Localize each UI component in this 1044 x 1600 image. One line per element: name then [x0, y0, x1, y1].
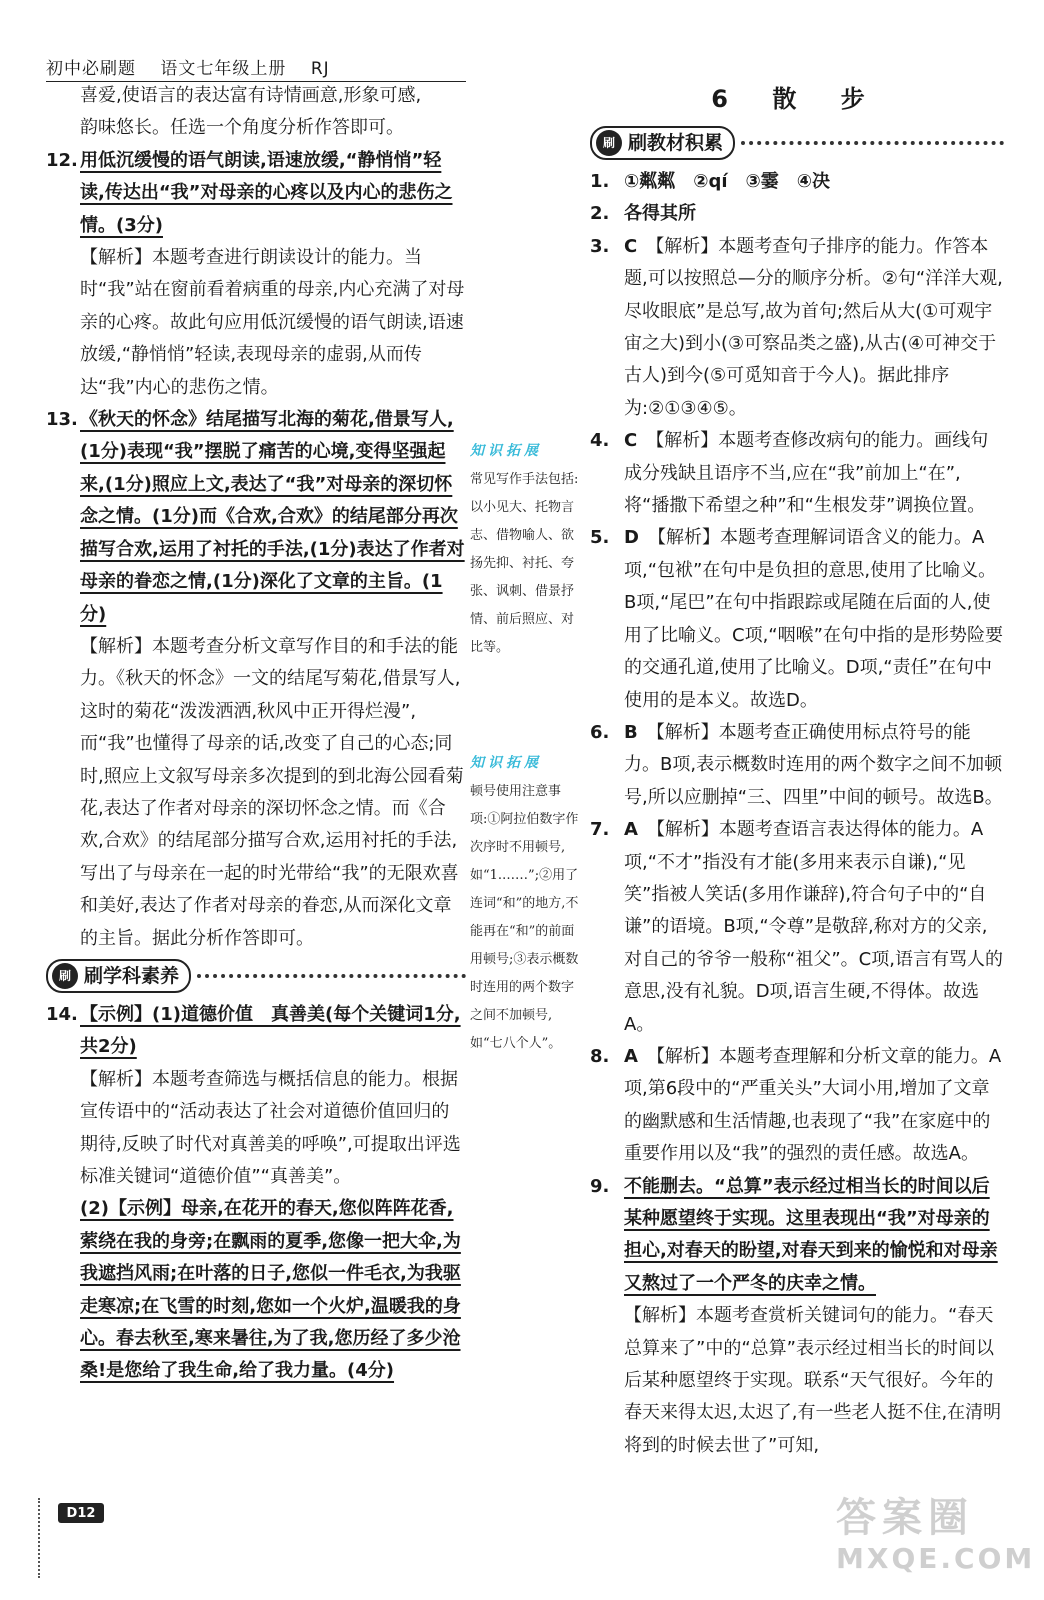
- question-analysis: 【解析】本题考查筛选与概括信息的能力。根据宣传语中的“活动表达了社会对道德价值回归的期待,反映了时代对真善美的呼唤”,可提取出评选标准关键词“道德价值”“真善美”。: [80, 1068, 461, 1187]
- note-body: 顿号使用注意事项:①阿拉伯数字作次序时不用顿号,如“1.……”;②用了连词“和”的地方,不能再在“和”的前面用顿号;③表示概数时连用的两个数字之间不加顿号,如“七八个人”。: [470, 784, 579, 1051]
- dotted-divider: [741, 141, 1004, 145]
- subject-name: 语文七年级上册: [160, 59, 287, 79]
- question-answer: 不能删去。“总算”表示经过相当长的时间以后某种愿望终于实现。这里表现出“我”对母亲的担心,对春天的盼望,对春天到来的愉悦和对母亲又熬过了一个严冬的庆幸之情。: [624, 1175, 998, 1294]
- question-1: [590, 166, 1004, 198]
- question-answer: 【示例】(1)道德价值 真善美(每个关键词1分,共2分): [80, 1003, 461, 1058]
- question-number: 8.: [590, 1045, 610, 1067]
- question-analysis: 【解析】本题考查理解词语含义的能力。A项,“包袱”在句中是负担的意思,使用了比喻义。B项,“尾巴”在句中指跟踪或尾随在后面的人,使用了比喻义。C项,“咽喉”在句中指的是形势险要的交通孔道,使用了比喻义。D项,“责任”在句中使用的是本义。故选D。: [624, 527, 1003, 711]
- question-4: [590, 425, 1004, 522]
- watermark-url: MXQE.COM: [836, 1542, 1036, 1575]
- answer-choice: C: [624, 235, 638, 257]
- page-number: D12: [58, 1503, 104, 1523]
- question-analysis: 【解析】本题考查语言表达得体的能力。A项,“不才”指没有才能(多用来表示自谦),“见笑”指被人笑话(多用作谦辞),符合句子中的“自谦”的语境。B项,“令尊”是敬辞,称对方的父亲,对自己的爷爷一般称“祖父”。C项,语言有骂人的意思,没有礼貌。D项,语言生硬,不得体。故选A。: [624, 819, 1003, 1035]
- section-badge: [590, 126, 735, 160]
- question-6: [590, 717, 1004, 814]
- watermark-text: 答案圈: [836, 1495, 974, 1541]
- question-analysis: 【解析】本题考查句子排序的能力。作答本题,可以按照总—分的顺序分析。②句“洋洋大观,尽收眼底”是总写,故为首句;然后从大(①可观宇宙之大)到小(③可察品类之盛),从古(④可神交于古人)到今(⑤可觅知音于今人)。据此排序为:②①③④⑤。: [624, 235, 1003, 419]
- question-analysis: 【解析】本题考查进行朗读设计的能力。当时“我”站在窗前看着病重的母亲,内心充满了对母亲的心疼。故此句应用低沉缓慢的语气朗读,语速放缓,“静悄悄”轻读,表现母亲的虚弱,从而传达“我”内心的悲伤之情。: [80, 247, 465, 398]
- question-number: 9.: [590, 1175, 610, 1197]
- intro-line: 韵味悠长。任选一个角度分析作答即可。: [80, 117, 404, 139]
- question-number: 13.: [46, 409, 78, 431]
- page-header: [46, 54, 466, 82]
- series-name: 初中必刷题: [46, 59, 136, 79]
- knowledge-note-1: [470, 440, 582, 662]
- question-answer: 各得其所: [624, 203, 696, 225]
- question-5: [590, 522, 1004, 716]
- left-column: [46, 80, 466, 1388]
- note-title: 知识拓展: [470, 755, 542, 771]
- intro-line: 喜爱,使语言的表达富有诗情画意,形象可感,: [80, 85, 422, 106]
- question-answer: ①粼粼 ②qí ③霎 ④决: [624, 171, 831, 192]
- answer-choice: C: [624, 430, 638, 452]
- question-number: 7.: [590, 819, 610, 841]
- question-number: 4.: [590, 430, 610, 452]
- question-answer: 用低沉缓慢的语气朗读,语速放缓,“静悄悄”轻读,传达出“我”对母亲的心疼以及内心的悲伤之情。(3分): [80, 149, 453, 236]
- question-9: [590, 1171, 1004, 1463]
- question-number: 6.: [590, 721, 610, 743]
- brush-icon: 刷: [596, 130, 622, 156]
- lesson-title: 6 散 步: [711, 85, 883, 113]
- question-number: 14.: [46, 1003, 78, 1025]
- question-12: [46, 145, 466, 404]
- question-answer: 《秋天的怀念》结尾描写北海的菊花,借景写人,(1分)表现“我”摆脱了痛苦的心境,变得坚强起来,(1分)照应上文,表达了“我”对母亲的深切怀念之情。(1分)而《合欢,合欢》的结尾部分再次描写合欢,运用了衬托的手法,(1分)表达了作者对母亲的眷恋之情,(1分)深化了文章的主旨。(1分): [80, 409, 465, 625]
- question-14: [46, 999, 466, 1388]
- question-number: 5.: [590, 527, 610, 549]
- side-notes: [470, 440, 582, 1058]
- dotted-divider: [197, 974, 466, 978]
- edition-label: RJ: [310, 59, 330, 79]
- section-label: 刷学科素养: [84, 964, 180, 987]
- watermark-logo: [836, 1494, 1036, 1590]
- section-badge: [46, 959, 191, 993]
- question-3: [590, 231, 1004, 425]
- note-title: 知识拓展: [470, 443, 542, 459]
- question-13: [46, 404, 466, 955]
- question-analysis: 【解析】本题考查理解和分析文章的能力。A项,第6段中的“严重关头”大词小用,增加了文章的幽默感和生活情趣,也表现了“我”在家庭中的重要作用以及“我”的强烈的责任感。故选A。: [624, 1045, 1002, 1165]
- answer-choice: A: [624, 819, 638, 841]
- question-number: 3.: [590, 235, 610, 257]
- section-heading-literacy: [46, 959, 466, 993]
- question-8: [590, 1041, 1004, 1171]
- question-answer: (2)【示例】母亲,在花开的春天,您似阵阵花香,萦绕在我的身旁;在飘雨的夏季,您像一把大伞,为我遮挡风雨;在叶落的日子,您似一件毛衣,为我驱走寒凉;在飞雪的时刻,您如一个火炉,温暖我的身心。春去秋至,寒来暑往,为了我,您历经了多少沧桑!是您给了我生命,给了我力量。(4分): [80, 1198, 461, 1382]
- question-analysis: 【解析】本题考查正确使用标点符号的能力。B项,表示概数时连用的两个数字之间不加顿号,所以应删掉“三、四里”中间的顿号。故选B。: [624, 721, 1003, 808]
- note-body: 常见写作手法包括:以小见大、托物言志、借物喻人、欲扬先抑、衬托、夸张、讽刺、借景抒情、前后照应、对比等。: [470, 472, 579, 655]
- brush-icon: 刷: [52, 963, 78, 989]
- section-label: 刷教材积累: [628, 131, 724, 154]
- question-analysis: 【解析】本题考查赏析关键词句的能力。“春天总算来了”中的“总算”表示经过相当长的时间以后某种愿望终于实现。联系“天气很好。今年的春天来得太迟,太迟了,有一些老人挺不住,在清明将到的时候去世了”可知,: [624, 1305, 1002, 1456]
- question-2: [590, 198, 1004, 230]
- question-number: 2.: [590, 203, 610, 225]
- footer-dotted-line: [38, 1498, 52, 1578]
- answer-choice: B: [624, 721, 638, 743]
- right-column: [590, 80, 1004, 1462]
- answer-choice: A: [624, 1045, 638, 1067]
- question-analysis: 【解析】本题考查修改病句的能力。画线句成分残缺且语序不当,应在“我”前加上“在”,将“播撒下希望之种”和“生根发芽”调换位置。: [624, 430, 989, 517]
- question-analysis: 【解析】本题考查分析文章写作目的和手法的能力。《秋天的怀念》一文的结尾写菊花,借景写人,这时的菊花“泼泼洒洒,秋风中正开得烂漫”,而“我”也懂得了母亲的话,改变了自己的心态;同时,照应上文叙写母亲多次提到的到北海公园看菊花,表达了作者对母亲的深切怀念之情。而《合欢,合欢》的结尾部分描写合欢,运用衬托的手法,写出了与母亲在一起的时光带给“我”的无限欢喜和美好,表达了作者对母亲的眷恋,从而深化文章的主旨。据此分析作答即可。: [80, 635, 464, 949]
- question-7: [590, 814, 1004, 1041]
- question-number: 1.: [590, 171, 610, 192]
- knowledge-note-2: [470, 752, 582, 1058]
- question-number: 12.: [46, 149, 78, 171]
- section-heading-textbook: [590, 126, 1004, 160]
- answer-choice: D: [624, 527, 639, 549]
